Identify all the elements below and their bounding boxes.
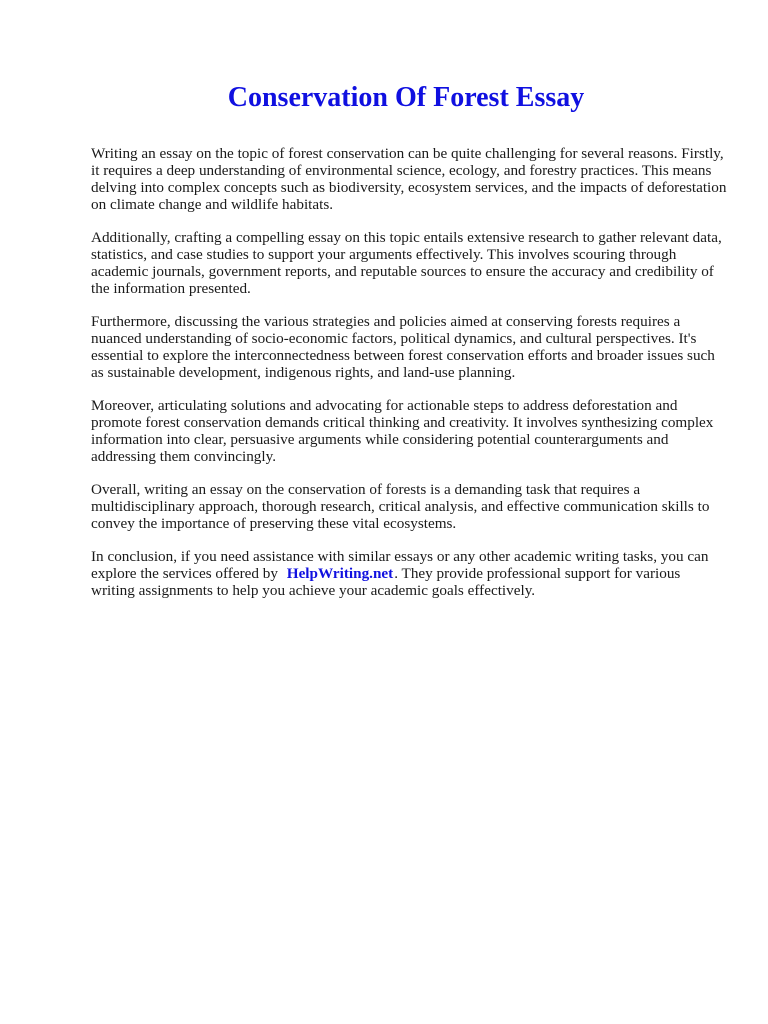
paragraph-4: Moreover, articulating solutions and advocating for actionable steps to address deforestation and promote forest conservation demands critical thinking and creativity. It involves synthesizing complex information into clear, persuasive arguments while considering potential counterarguments and addressing them convincingly. [91,397,714,465]
essay-body [91,145,727,615]
conclusion-text-after: . They provide professional support for various writing assignments to help you achieve your academic goals effectively. [91,565,681,599]
helpwriting-link[interactable]: HelpWriting.net [286,565,394,582]
page-title: Conservation Of Forest Essay [227,82,585,113]
paragraph-1: Writing an essay on the topic of forest conservation can be quite challenging for several reasons. Firstly, it requires a deep understanding of environmental science, ecology, and forestry practices. This means delving into complex concepts such as biodiversity, ecosystem services, and the impacts of deforestation on climate change and wildlife habitats. [91,145,727,213]
paragraph-2: Additionally, crafting a compelling essay on this topic entails extensive research to gather relevant data, statistics, and case studies to support your arguments effectively. This involves scouring through academic journals, government reports, and reputable sources to ensure the accuracy and credibility of the information presented. [91,229,722,297]
conclusion-text-before: In conclusion, if you need assistance with similar essays or any other academic writing tasks, you can explore the services offered by [91,548,709,582]
conclusion-paragraph [91,548,727,599]
paragraph-3: Furthermore, discussing the various strategies and policies aimed at conserving forests requires a nuanced understanding of socio-economic factors, political dynamics, and cultural perspectives. It's essential to explore the interconnectedness between forest conservation efforts and broader issues such as sustainable development, indigenous rights, and land-use planning. [91,313,715,381]
paragraph-5: Overall, writing an essay on the conservation of forests is a demanding task that requires a multidisciplinary approach, thorough research, critical analysis, and effective communication skills to convey the importance of preserving these vital ecosystems. [91,481,710,532]
